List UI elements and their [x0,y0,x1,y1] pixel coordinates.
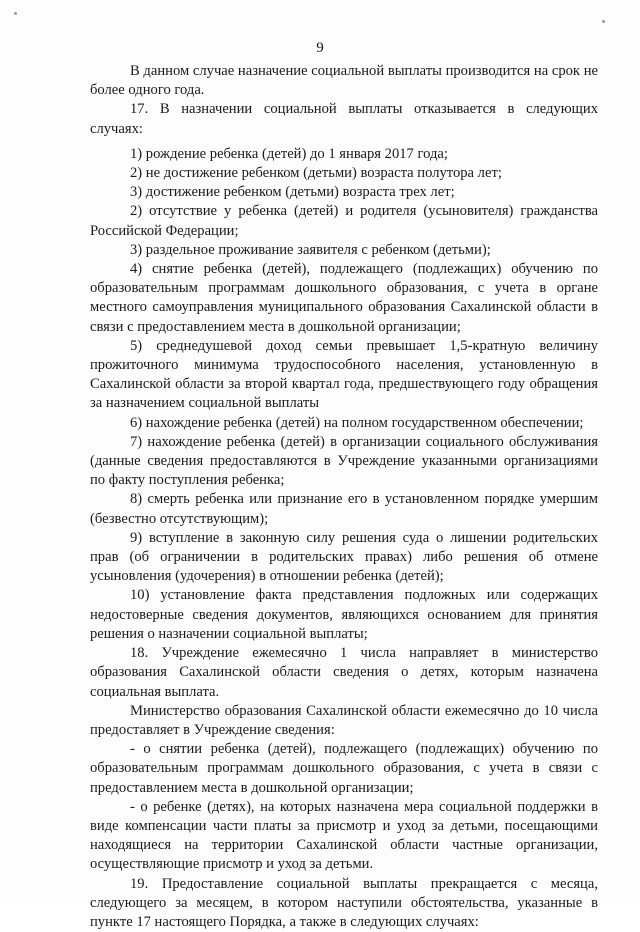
document-text [90,62,598,932]
list-item: 3) раздельное проживание заявителя с ребенком (детьми); [130,241,491,258]
list-item: 10) установление факта представления подложных или содержащих недостоверные сведения документов, являющихся основанием для принятия решения о назначении социальной выплаты; [90,587,598,642]
list-item: 2) не достижение ребенком (детьми) возраста полутора лет; [130,165,502,182]
paragraph: 18. Учреждение ежемесячно 1 числа направляет в министерство образования Сахалинской области сведения о детях, которым назначена социальная выплата. [90,645,598,700]
scan-speck [602,20,605,23]
list-item: 9) вступление в законную силу решения суда о лишении родительских прав (об ограничении в родительских правах) либо решения об отмене усыновления (удочерения) в отношении ребенка (детей); [90,529,598,585]
paragraph: 17. В назначении социальной выплаты отказывается в следующих случаях: [90,101,598,137]
list-item: 1) рождение ребенка (детей) до 1 января 2017 года; [130,145,448,162]
list-item: - о снятии ребенка (детей), подлежащего (подлежащих) обучению по образовательным программам дошкольного образования, с учета в связи с предоставлением места в дошкольной организации; [90,741,598,796]
list-item: 6) нахождение ребенка (детей) на полном государственном обеспечении; [130,414,584,431]
paragraph: 19. Предоставление социальной выплаты прекращается с месяца, следующего за месяцем, в котором наступили обстоятельства, указанные в пункте 17 настоящего Порядка, а также в следующих случаях: [90,875,598,930]
paragraph: Министерство образования Сахалинской области ежемесячно до 10 числа предоставляет в Учреждение сведения: [90,702,598,738]
paragraph: В данном случае назначение социальной выплаты производится на срок не более одного года. [90,63,598,99]
list-item: 2) отсутствие у ребенка (детей) и родителя (усыновителя) гражданства Российской Федерации; [90,203,598,239]
scan-speck [14,12,17,15]
list-item: 3) достижение ребенком (детьми) возраста трех лет; [130,184,455,201]
list-item: 4) снятие ребенка (детей), подлежащего (подлежащих) обучению по образовательным программам дошкольного образования, с учета в органе местного самоуправления муниципального образования Сахалинской области в связи с предоставлением места в дошкольной организации; [90,261,598,335]
list-item: 7) нахождение ребенка (детей) в организации социального обслуживания (данные сведения предоставляются в Учреждение указанными организациями по факту поступления ребенка; [90,433,598,489]
page-number: 9 [316,40,324,56]
list-item: 5) среднедушевой доход семьи превышает 1,5-кратную величину прожиточного минимума трудоспособного населения, установленную в Сахалинской области за второй квартал года, предшествующего году обращения за назначением социальной выплаты [90,337,598,412]
list-item: 8) смерть ребенка или признание его в установленном порядке умершим (безвестно отсутствующим); [90,491,598,527]
list-item: - о ребенке (детях), на которых назначена мера социальной поддержки в виде компенсации части платы за присмотр и уход за детьми, посещающими находящиеся на территории Сахалинской области частные организации, осуществляющие присмотр и уход за детьми. [90,798,598,873]
